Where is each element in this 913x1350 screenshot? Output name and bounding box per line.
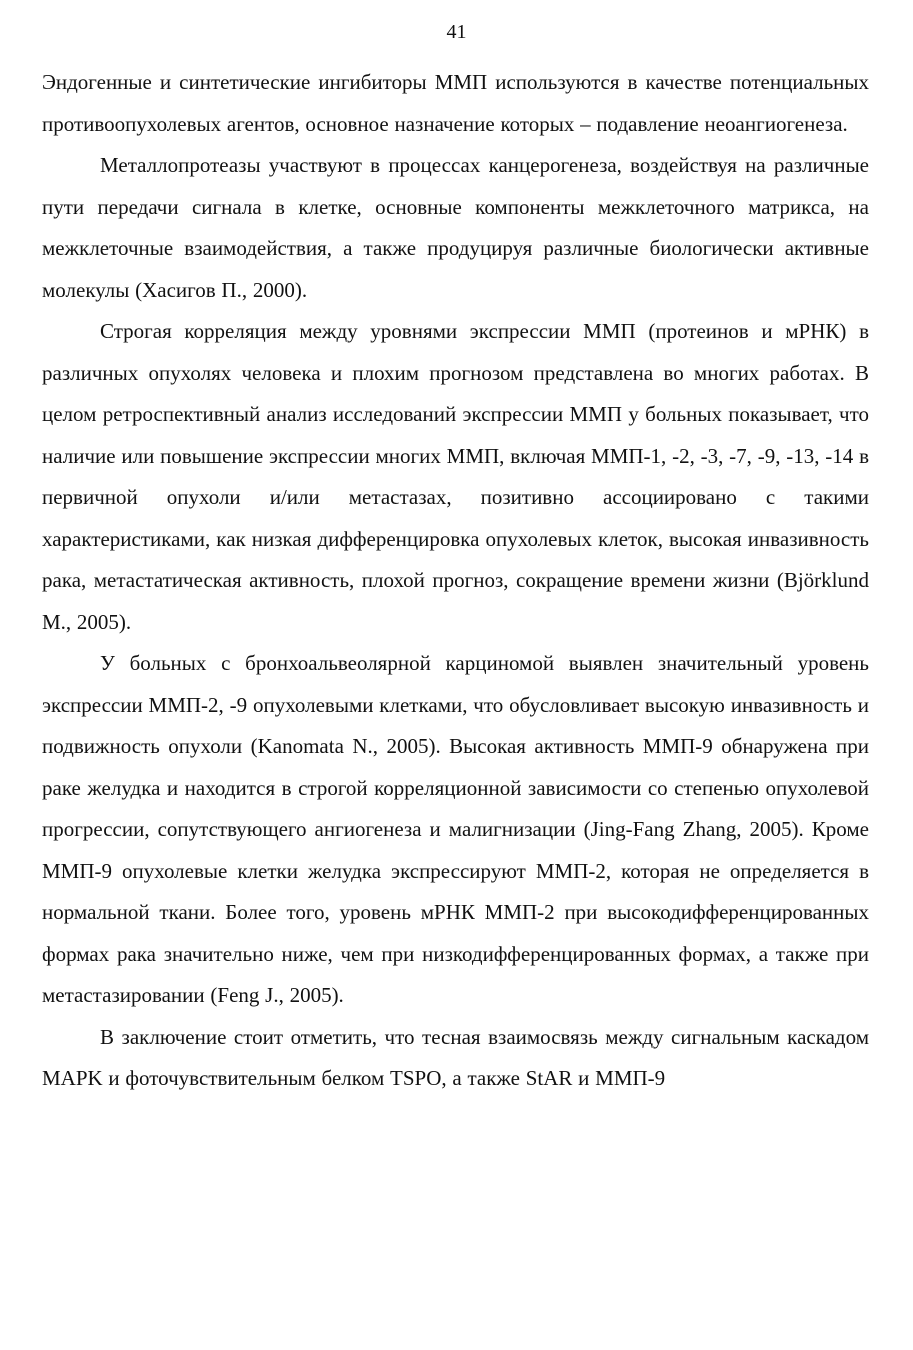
page-number: 41 — [446, 21, 467, 43]
paragraph-2: Металлопротеазы участвуют в процессах канцерогенеза, воздействуя на различные пути передачи сигнала в клетке, основные компоненты межклеточного матрикса, на межклеточные взаимодействия, а также продуцируя различные биологически активные молекулы (Хасигов П., 2000). — [42, 153, 869, 302]
paragraph-1: Эндогенные и синтетические ингибиторы ММП используются в качестве потенциальных противоопухолевых агентов, основное назначение которых – подавление неоангиогенеза. — [42, 70, 869, 136]
paragraph-4: У больных с бронхоальвеолярной карциномой выявлен значительный уровень экспрессии ММП-2, -9 опухолевыми клетками, что обусловливает высокую инвазивность и подвижность опухоли (Kanomata N., 2005). Высокая активность ММП-9 обнаружена при раке желудка и находится в строгой корреляционной зависимости со степенью опухолевой прогрессии, сопутствующего ангиогенеза и малигнизации (Jing-Fang Zhang, 2005). Кроме ММП-9 опухолевые клетки желудка экспрессируют ММП-2, которая не определяется в нормальной ткани. Более того, уровень мРНК ММП-2 при высокодифференцированных формах рака значительно ниже, чем при низкодифференцированных формах, а также при метастазировании (Feng J., 2005). — [42, 651, 869, 1007]
document-body — [42, 62, 869, 1100]
paragraph-5: В заключение стоит отметить, что тесная взаимосвязь между сигнальным каскадом MAPK и фоточувствительным белком TSPO, а также StAR и ММП-9 — [42, 1024, 869, 1090]
paragraph-3: Строгая корреляция между уровнями экспрессии ММП (протеинов и мРНК) в различных опухолях человека и плохим прогнозом представлена во многих работах. В целом ретроспективный анализ исследований экспрессии ММП у больных показывает, что наличие или повышение экспрессии многих ММП, включая ММП-1, -2, -3, -7, -9, -13, -14 в первичной опухоли и/или метастазах, позитивно ассоциировано с такими характеристиками, как низкая дифференцировка опухолевых клеток, высокая инвазивность рака, метастатическая активность, плохой прогноз, сокращение времени жизни (Björklund M., 2005). — [42, 319, 869, 634]
